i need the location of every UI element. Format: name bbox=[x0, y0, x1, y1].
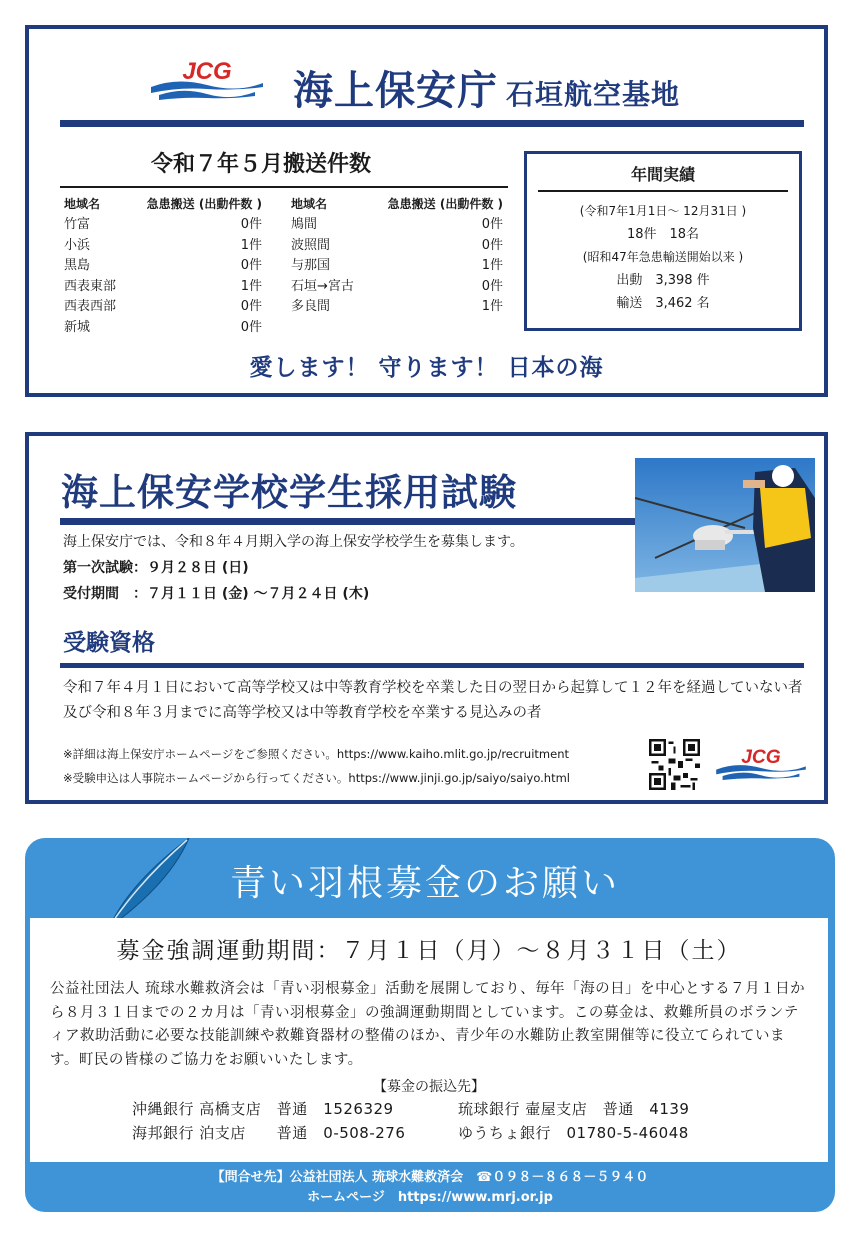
first-exam-date: 第一次試験：９月２８日 (日) bbox=[63, 560, 249, 576]
contact-info: 【問合せ先】公益社団法人 琉球水難救済会 ☎０９８－８６８－５９４０ bbox=[211, 1170, 649, 1185]
reception-period: 受付期間 ：７月１１日 (金) ～７月２４日 (木) bbox=[63, 586, 370, 602]
table-header: 地域名 急患搬送 (出動件数 ) bbox=[64, 197, 262, 211]
account-title: 【募金の振込先】 bbox=[373, 1079, 485, 1095]
jcg-logo-text: JCG bbox=[741, 747, 781, 769]
contact-footer bbox=[25, 1168, 835, 1208]
stats-table-left bbox=[64, 195, 262, 338]
bank-account: 海邦銀行 泊支店 普通 0-508-276 bbox=[132, 1124, 406, 1142]
recruitment-title: 海上保安学校学生採用試験 bbox=[61, 471, 517, 514]
bank-account: 沖縄銀行 高橋支店 普通 1526329 bbox=[132, 1100, 394, 1118]
qr-code[interactable] bbox=[649, 739, 700, 790]
table-row: 多良間 1件 bbox=[291, 299, 503, 314]
annual-title: 年間実績 bbox=[630, 165, 695, 184]
note-details-link[interactable]: ※詳細は海上保安庁ホームページをご参照ください。https://www.kaiho.mlit.go.jp/recruitment bbox=[63, 747, 570, 761]
feather-icon bbox=[101, 838, 197, 928]
table-row: 黒島 0件 bbox=[64, 258, 262, 273]
recruitment-panel bbox=[25, 432, 828, 804]
annual-period: (令和7年1月1日～ 12月31日 ) bbox=[579, 204, 747, 218]
blue-feather-title: 青い羽根募金のお願い bbox=[230, 863, 621, 904]
table-row: 竹富 0件 bbox=[64, 217, 262, 232]
note-application-link[interactable]: ※受験申込は人事院ホームページから行ってください。https://www.jinji.go.jp/saiyo/saiyo.html bbox=[63, 771, 570, 785]
bank-account: 琉球銀行 壷屋支店 普通 4139 bbox=[458, 1100, 690, 1118]
annual-results-box bbox=[524, 151, 802, 331]
qualification-title: 受験資格 bbox=[63, 630, 155, 656]
homepage-link[interactable]: ホームページ https://www.mrj.or.jp bbox=[307, 1190, 553, 1205]
annual-dispatch: 出動 3,398 件 bbox=[616, 273, 710, 288]
campaign-period: 募金強調運動期間：７月１日（月）～８月３１日（土） bbox=[116, 938, 742, 964]
divider bbox=[60, 518, 636, 525]
blue-feather-header bbox=[25, 838, 835, 918]
stats-title: 令和７年５月搬送件数 bbox=[151, 152, 372, 177]
helicopter-rescue-photo bbox=[635, 458, 815, 592]
page-title: 海上保安庁 石垣航空基地 bbox=[293, 68, 681, 114]
slogan: 愛します！ 守ります！ 日本の海 bbox=[249, 355, 604, 381]
blue-feather-panel bbox=[25, 838, 835, 1212]
annual-result: 18件 18名 bbox=[626, 227, 700, 242]
jcg-logo bbox=[147, 55, 267, 105]
bank-account: ゆうちょ銀行 01780-5-46048 bbox=[458, 1124, 689, 1142]
campaign-description: 公益社団法人 琉球水難救済会は「青い羽根募金」活動を展開しており、毎年「海の日」を中心とする７月１日から８月３１日までの２カ月は「青い羽根募金」の強調運動期間としています。この募金は、救難所員のボランティア救助活動に必要な技能訓練や救難資器材の整備のほか、青少年の水難防止教室開催等に役立てられています。町民の皆様のご協力をお願いいたします。 bbox=[50, 981, 806, 1068]
divider bbox=[60, 120, 804, 127]
table-row: 鳩間 0件 bbox=[291, 217, 503, 232]
table-row: 新城 0件 bbox=[64, 319, 262, 335]
airbase-panel bbox=[25, 25, 828, 397]
blue-feather-body bbox=[30, 918, 828, 1162]
divider bbox=[60, 186, 508, 188]
jcg-logo-text: JCG bbox=[182, 58, 232, 85]
recruitment-intro: 海上保安庁では、令和８年４月期入学の海上保安学校学生を募集します。 bbox=[63, 534, 524, 550]
table-row: 与那国 1件 bbox=[291, 258, 503, 273]
divider bbox=[538, 190, 788, 192]
table-header: 地域名 急患搬送 (出動件数 ) bbox=[291, 197, 503, 211]
table-row: 西表東部 1件 bbox=[64, 278, 262, 294]
divider bbox=[60, 663, 804, 668]
annual-transport: 輸送 3,462 名 bbox=[616, 296, 710, 311]
table-row: 西表西部 0件 bbox=[64, 299, 262, 314]
annual-since: (昭和47年急患輸送開始以来 ) bbox=[582, 250, 744, 264]
stats-table-right bbox=[291, 195, 503, 318]
table-row: 石垣→宮古 0件 bbox=[291, 278, 503, 294]
table-row: 波照間 0件 bbox=[291, 237, 503, 253]
jcg-logo bbox=[713, 743, 809, 785]
table-row: 小浜 1件 bbox=[64, 237, 262, 253]
qualification-text: 令和７年４月１日において高等学校又は中等教育学校を卒業した日の翌日から起算して１２年を経過していない者及び令和８年３月までに高等学校又は中等教育学校を卒業する見込みの者 bbox=[63, 680, 803, 721]
